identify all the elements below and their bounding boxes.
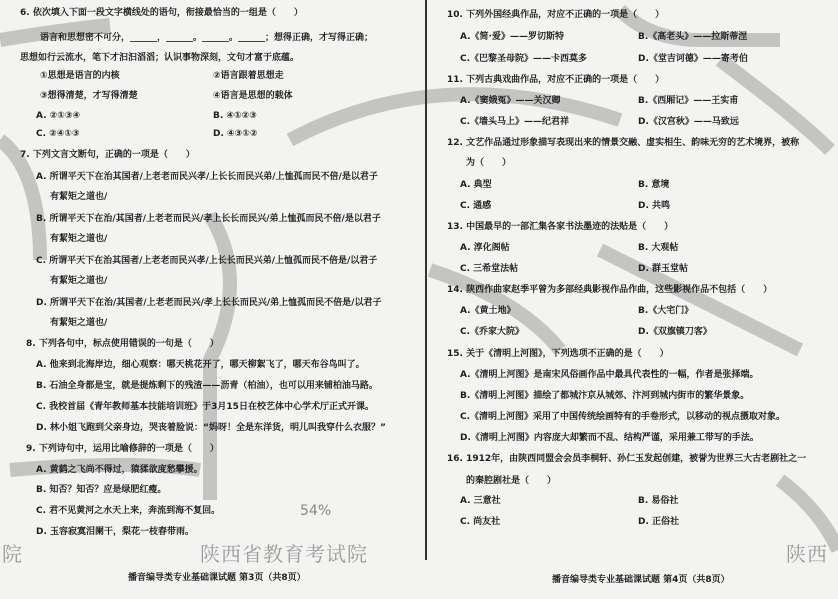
option-b: B. 大观帖	[638, 243, 679, 253]
question-10-stem: 10. 下列外国经典作品，对应不正确的一项是（ ）	[447, 10, 665, 20]
option-a: A. 淳化阁帖	[460, 243, 510, 253]
question-9-stem: 9. 下列诗句中，运用比喻修辞的一项是（ ）	[26, 444, 219, 454]
option-d: D. 林小姐飞跑到父亲身边，哭丧着脸说：“妈呀！全是东洋货，明儿叫我穿什么衣服？”	[36, 423, 386, 433]
option-d-cont: 有絜矩之道也/	[50, 318, 108, 328]
option-a: A. 黄鹤之飞尚不得过，猿猱欲度愁攀援。	[36, 465, 203, 475]
question-12-stem-cont: 为（ ）	[466, 158, 512, 168]
option-c: C.《乔家大院》	[460, 327, 525, 337]
option-c: C. 所谓平天下在治其国者/上老老而民兴孝/上长长而民兴弟/上恤孤而民不倍是/以君子	[36, 256, 378, 266]
option-b: B.《清明上河图》描绘了都城汴京从城郊、汴河到城内街市的繁华景象。	[460, 391, 750, 401]
option-c: C. ②④①③	[36, 129, 80, 139]
option-b: B.《高老头》——拉斯蒂涅	[638, 32, 748, 42]
option-d: D. ④③①②	[213, 129, 258, 139]
option-d: D. 所谓平天下在治/其国者/上老老而民兴/孝上长长而民兴/弟上恤孤而民不倍是/以君子	[36, 298, 382, 308]
option-b: B. 所谓平天下在治/其国者/上老老而民兴/孝上长长而民兴/弟上恤孤而民不倍/是以君子	[36, 214, 381, 224]
watermark-text: 陕西省教育考试院	[200, 542, 368, 566]
question-6-item: ③想得清楚，才写得清楚	[40, 91, 138, 101]
question-6-passage: 语言和思想密不可分，______，______。______。______；想得正确，才写得正确；	[40, 33, 374, 43]
question-14-stem: 14. 陕西作曲家赵季平曾为多部经典影视作品作曲，这些影视作品不包括（ ）	[447, 285, 773, 295]
option-d: D. 群玉堂帖	[638, 264, 689, 274]
question-12-stem: 12. 文艺作品通过形象描写表现出来的情景交融、虚实相生、韵味无穷的艺术境界，被称	[447, 138, 800, 148]
option-d: D. 正俗社	[638, 517, 680, 527]
option-d: D. 玉容寂寞泪阑干，梨花一枝春带雨。	[36, 527, 195, 537]
option-d: D.《清明上河图》内容庞大却繁而不乱、结构严谨，采用兼工带写的手法。	[460, 433, 759, 443]
watermark-fragment-right: 陕西	[786, 542, 828, 566]
question-11-stem: 11. 下列古典戏曲作品，对应不正确的一项是（ ）	[447, 75, 665, 85]
option-b: B. 意境	[638, 180, 670, 190]
option-c: C.《巴黎圣母院》——卡西莫多	[460, 54, 588, 64]
question-6-item: ②语言跟着思想走	[213, 71, 284, 81]
option-a: A.《清明上河图》是南宋风俗画作品中最具代表性的一幅，作者是张择端。	[460, 370, 759, 380]
option-d: D. 共鸣	[638, 201, 671, 211]
option-d: D.《双旗镇刀客》	[638, 327, 712, 337]
option-c: C. 通感	[460, 201, 492, 211]
question-13-stem: 13. 中国最早的一部汇集各家书法墨迹的法贴是（ ）	[447, 222, 674, 232]
page-divider	[425, 0, 427, 560]
option-a: A.《黄土地》	[460, 306, 516, 316]
option-a-cont: 有絜矩之道也/	[50, 192, 108, 202]
option-b: B.《西厢记》——王实甫	[638, 96, 739, 106]
question-15-stem: 15. 关于《清明上河图》，下列选项不正确的是（ ）	[447, 349, 669, 359]
option-d: D.《堂吉诃德》——寄考伯	[638, 54, 748, 64]
option-b-cont: 有絜矩之道也/	[50, 234, 108, 244]
question-8-stem: 8. 下列各句中，标点使用错误的一句是（ ）	[26, 339, 219, 349]
option-a: A. 他来到北海岸边，细心观察：哪天桃花开了，哪天柳絮飞了，哪天布谷鸟叫了。	[36, 360, 365, 370]
option-a: A. 三意社	[460, 496, 501, 506]
option-b: B. 石油全身都是宝，就是提炼剩下的残渣——沥青（柏油），也可以用来铺柏油马路。	[36, 381, 378, 391]
option-b: B. 知否？知否？应是绿肥红瘦。	[36, 485, 167, 495]
question-6-stem: 6. 依次填入下面一段文字横线处的语句，衔接最恰当的一组是（ ）	[20, 8, 303, 18]
question-16-stem: 16. 1912年，由陕西同盟会会员李桐轩、孙仁玉发起创建，被誉为世界三大古老剧社之一	[447, 454, 807, 464]
option-b: B. ④①②③	[213, 111, 257, 121]
option-c-cont: 有絜矩之道也/	[50, 276, 108, 286]
option-c: C. 三希堂法帖	[460, 264, 519, 274]
zoom-percent-indicator: 54%	[300, 503, 332, 519]
option-c: C.《墙头马上》——纪君祥	[460, 117, 570, 127]
option-c: C. 我校首届《青年教师基本技能培训班》于3月15日在校艺体中心学术厅正式开课。	[36, 402, 374, 412]
option-c: C. 尚友社	[460, 517, 501, 527]
option-a: A. 所谓平天下在治其国者/上老老而民兴孝/上长长而民兴弟/上恤孤而民不倍/是以君子	[36, 172, 378, 182]
question-7-stem: 7. 下列文言文断句，正确的一项是（ ）	[20, 150, 195, 160]
option-c: C. 君不见黄河之水天上来，奔流到海不复回。	[36, 506, 221, 516]
option-a: A. 典型	[460, 180, 492, 190]
question-6-item: ①思想是语言的内核	[40, 71, 120, 81]
page-footer: 播音编导类专业基础课试题 第4页（共8页）	[552, 575, 730, 585]
question-6-item: ④语言是思想的载体	[213, 91, 293, 101]
question-6-passage: 思想如行云流水，笔下才汩汩滔滔；认识事物深刻，文句才富于底蕴。	[20, 53, 300, 63]
question-16-stem-cont: 的秦腔剧社是（ ）	[466, 476, 557, 486]
option-b: B.《大宅门》	[638, 306, 694, 316]
option-c: C.《清明上河图》采用了中国传统绘画特有的手卷形式，以移动的视点摄取对象。	[460, 412, 786, 422]
watermark-fragment-left: 院	[2, 542, 23, 566]
option-d: D.《汉宫秋》——马致远	[638, 117, 739, 127]
option-a: A. ②①③④	[36, 111, 81, 121]
page-footer: 播音编导类专业基础课试题 第3页（共8页）	[128, 573, 306, 583]
option-b: B. 易俗社	[638, 496, 679, 506]
option-a: A.《简·爱》——罗切斯特	[460, 32, 564, 42]
option-a: A.《窦娥冤》——关汉卿	[460, 96, 561, 106]
